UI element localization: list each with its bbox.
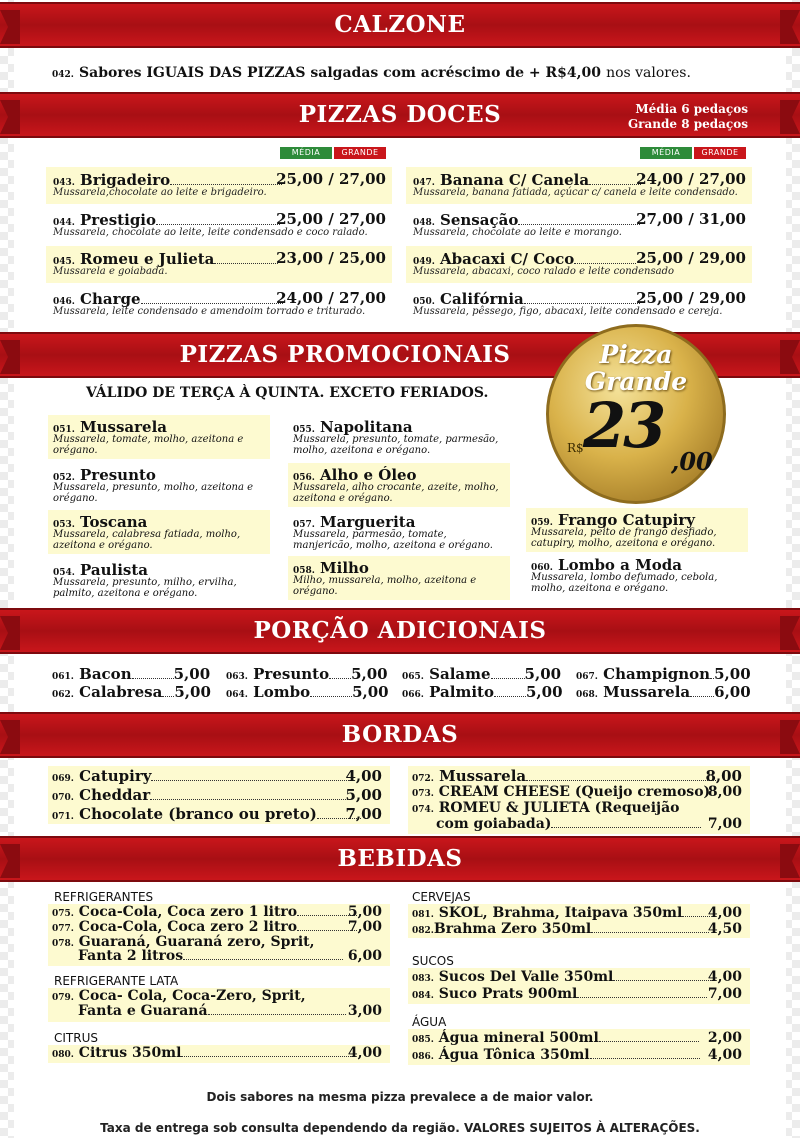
item-name: Coca-Cola, Coca zero 1 litro <box>78 904 298 920</box>
bebida-item <box>412 1047 746 1065</box>
item-name: Palmito <box>429 683 494 701</box>
item-code: 072. <box>412 774 434 784</box>
promo-item <box>48 463 270 507</box>
promo-title: PIZZAS PROMOCIONAIS <box>179 341 511 368</box>
doces-title: PIZZAS DOCES <box>298 101 502 128</box>
item-price: 5,00 <box>174 683 211 701</box>
item-desc: Mussarela, presunto, molho, azeitona e orégano. <box>53 482 254 504</box>
leader-dots <box>329 669 351 679</box>
item-name: Coca-Cola, Coca zero 2 litro <box>78 919 298 935</box>
leader-dots <box>151 771 351 781</box>
item-desc: Mussarela,chocolate ao leite e brigadeiro. <box>53 187 267 198</box>
item-price: 23,00 / 25,00 <box>276 249 386 267</box>
item-name: Fanta e Guaraná <box>78 1003 208 1019</box>
promo-item <box>48 558 270 602</box>
item-name: Bacon <box>79 665 132 683</box>
promo-item <box>288 463 510 507</box>
menu-item <box>406 286 752 323</box>
leader-dots <box>156 215 280 225</box>
item-code: 045. <box>53 257 75 267</box>
item-code: 043. <box>53 178 75 188</box>
item-code: 073. <box>412 789 434 799</box>
item-name: Alho e Óleo <box>320 466 417 484</box>
item-desc: Mussarela, abacaxi, coco ralado e leite condensado <box>413 266 674 277</box>
calzone-line <box>52 62 691 81</box>
medal-label-pizza: Pizza <box>599 340 673 369</box>
item-name: Mussarela <box>80 418 167 436</box>
item-price: 25,00 / 27,00 <box>276 210 386 228</box>
tag-media: MÉDIA <box>640 147 692 159</box>
item-name: Toscana <box>80 513 148 531</box>
menu-item <box>46 167 392 204</box>
bordas-title: BORDAS <box>341 721 459 748</box>
item-name: Calabresa <box>79 683 163 701</box>
leader-dots <box>183 950 343 960</box>
promo-item <box>526 553 748 597</box>
menu-item <box>406 167 752 204</box>
item-code: 071. <box>52 812 74 822</box>
promo-item <box>288 556 510 600</box>
item-name: Paulista <box>80 561 149 579</box>
item-desc: Mussarela, tomate, molho, azeitona e orégano. <box>53 434 244 456</box>
item-price: 4,00 <box>347 1045 382 1061</box>
category-label: CERVEJAS <box>412 890 471 904</box>
item-name: Chocolate (branco ou preto) <box>79 805 317 823</box>
item-code: 081. <box>412 910 434 920</box>
leader-dots <box>591 923 709 933</box>
bebida-item <box>412 986 746 1004</box>
bebidas-title: BEBIDAS <box>337 845 463 872</box>
item-price: 25,00 / 29,00 <box>636 249 746 267</box>
item-name: Milho <box>320 559 369 577</box>
item-price: 5,00 <box>351 665 388 683</box>
item-code: 065. <box>402 672 424 682</box>
item-code: 069. <box>52 774 74 784</box>
leader-dots <box>491 669 525 679</box>
bebidas-banner <box>0 836 800 882</box>
item-name: Lombo a Moda <box>558 556 682 574</box>
borda-item <box>52 786 386 804</box>
category-label: CITRUS <box>54 1031 98 1045</box>
calzone-text: Sabores IGUAIS DAS PIZZAS salgadas com acréscimo de + R$4,00 <box>79 65 601 81</box>
item-desc: Milho, mussarela, molho, azeitona e orégano. <box>293 575 477 597</box>
item-code: 070. <box>52 793 74 803</box>
item-name: Marguerita <box>320 513 416 531</box>
item-price: 4,00 <box>707 905 742 921</box>
item-price: 4,00 <box>707 1047 742 1063</box>
item-code: 054. <box>53 568 75 578</box>
price-medal <box>546 324 726 504</box>
item-name: Brigadeiro <box>80 171 171 189</box>
item-name: Água mineral 500ml <box>438 1030 599 1046</box>
item-name: Citrus 350ml <box>78 1045 182 1061</box>
item-code: 082. <box>412 926 434 936</box>
leader-dots <box>170 175 282 185</box>
item-price: 24,00 / 27,00 <box>276 289 386 307</box>
item-desc: Mussarela, alho crocante, azeite, molho, azeitona e orégano. <box>293 482 499 504</box>
calzone-title: CALZONE <box>334 11 466 38</box>
item-name: Sucos Del Valle 350ml <box>438 969 614 985</box>
leader-dots <box>589 175 641 185</box>
medal-cents: ,00 <box>671 447 713 476</box>
item-code: 055. <box>293 425 315 435</box>
medal-currency: R$ <box>567 441 584 455</box>
category-label: REFRIGERANTE LATA <box>54 974 179 988</box>
leader-dots <box>310 687 352 697</box>
item-name: CREAM CHEESE (Queijo cremoso) <box>438 784 711 800</box>
leader-dots <box>526 771 716 781</box>
item-price: 7,00 <box>707 986 742 1002</box>
doces-size-note <box>628 102 748 132</box>
leader-dots <box>682 907 710 917</box>
item-code: 066. <box>402 690 424 700</box>
leader-dots <box>690 687 714 697</box>
porcao-banner <box>0 608 800 654</box>
medal-label-grande: Grande <box>584 367 688 396</box>
size-note-media: Média 6 pedaços <box>635 102 748 116</box>
bebida-item <box>412 1030 746 1048</box>
item-name: Salame <box>429 665 491 683</box>
item-name: Presunto <box>253 665 330 683</box>
item-desc: Mussarela, presunto, tomate, parmesão, molho, azeitona e orégano. <box>293 434 499 456</box>
leader-dots <box>518 215 640 225</box>
bebida-item-cont <box>52 948 386 966</box>
item-code: 060. <box>531 563 553 573</box>
item-price: 7,00 <box>707 816 742 832</box>
item-price: 5,00 <box>524 665 562 683</box>
item-price: 5,00 <box>173 665 211 683</box>
item-code: 068. <box>576 690 598 700</box>
item-code: 053. <box>53 520 75 530</box>
addon-item <box>52 665 210 683</box>
bebida-item <box>412 921 746 939</box>
borda-item <box>52 805 386 823</box>
medal-label <box>549 341 723 395</box>
promo-validity: VÁLIDO DE TERÇA À QUINTA. EXCETO FERIADOS. <box>86 385 489 401</box>
item-name: Frango Catupiry <box>558 511 695 529</box>
item-price: 5,00 <box>352 683 389 701</box>
item-price: 27,00 / 31,00 <box>636 210 746 228</box>
promo-item <box>48 415 270 459</box>
leader-dots <box>551 818 701 828</box>
tag-grande: GRANDE <box>694 147 746 159</box>
item-code: 067. <box>576 672 598 682</box>
item-name: Lombo <box>253 683 311 701</box>
item-code: 051. <box>53 425 75 435</box>
item-price: 4,00 <box>707 969 742 985</box>
item-name: Guaraná, Guaraná zero, Sprit, <box>78 934 315 950</box>
item-name: Charge <box>80 290 141 308</box>
addon-item <box>402 665 561 683</box>
item-code: 079. <box>52 993 74 1003</box>
item-code: 062. <box>52 690 74 700</box>
item-desc: Mussarela, banana fatiada, açúcar c/ canela e leite condensado. <box>413 187 738 198</box>
item-name: Mussarela <box>439 767 527 785</box>
item-price: 25,00 / 29,00 <box>636 289 746 307</box>
item-code: 056. <box>293 473 315 483</box>
item-name: Champignon <box>603 665 711 683</box>
item-name: Romeu e Julieta <box>80 250 215 268</box>
addon-item <box>52 683 211 701</box>
item-code: 083. <box>412 974 434 984</box>
item-price: 8,00 <box>705 767 742 785</box>
item-name: Água Tônica 350ml <box>438 1047 590 1063</box>
item-price: 5,00 <box>347 904 382 920</box>
item-code: 049. <box>413 257 435 267</box>
item-price: 7,00 <box>345 805 382 823</box>
item-name: Banana C/ Canela <box>440 171 590 189</box>
menu-item <box>406 207 752 244</box>
item-code: 084. <box>412 991 434 1001</box>
menu-item <box>46 207 392 244</box>
addon-item <box>576 683 751 701</box>
bordas-banner <box>0 712 800 758</box>
item-name: Cheddar <box>79 786 151 804</box>
bebida-item <box>412 969 746 987</box>
item-code: 086. <box>412 1052 434 1062</box>
leader-dots <box>181 1047 353 1057</box>
item-code: 057. <box>293 520 315 530</box>
bebida-item <box>52 1045 386 1063</box>
leader-dots <box>577 988 707 998</box>
item-code: 063. <box>226 672 248 682</box>
menu-item <box>406 246 752 283</box>
item-name: Prestigio <box>80 211 157 229</box>
item-desc: Mussarela e goiabada. <box>53 266 168 277</box>
doces-banner <box>0 92 800 138</box>
item-desc: Mussarela, parmesão, tomate, manjericão, molho, azeitona e orégano. <box>293 529 493 551</box>
item-price: 4,50 <box>707 921 742 937</box>
category-label: REFRIGERANTES <box>54 890 154 904</box>
item-code: 042. <box>52 70 74 80</box>
item-code: 085. <box>412 1035 434 1045</box>
medal-price: 23 <box>583 389 664 462</box>
leader-dots <box>524 294 640 304</box>
item-code: 052. <box>53 473 75 483</box>
item-code: 075. <box>52 909 74 919</box>
item-code: 078. <box>52 939 74 949</box>
leader-dots <box>132 669 174 679</box>
item-name: Suco Prats 900ml <box>438 986 578 1002</box>
item-desc: Mussarela, chocolate ao leite, leite condensado e coco ralado. <box>53 227 368 238</box>
item-name: Presunto <box>80 466 156 484</box>
item-desc: Mussarela, presunto, milho, ervilha, palmito, azeitona e orégano. <box>53 577 237 599</box>
promo-item <box>526 508 748 552</box>
item-code: 046. <box>53 297 75 307</box>
calzone-banner <box>0 2 800 48</box>
item-code: 074. <box>412 805 434 815</box>
porcao-title: PORÇÃO ADICIONAIS <box>253 617 547 644</box>
item-name: Califórnia <box>440 290 524 308</box>
bebida-item-cont <box>52 1003 386 1021</box>
item-code: 044. <box>53 218 75 228</box>
size-note-grande: Grande 8 pedaços <box>627 117 748 131</box>
item-name: Fanta 2 litros <box>78 948 184 964</box>
item-price: 5,00 <box>525 683 563 701</box>
borda-item <box>52 767 386 785</box>
item-name: Catupiry <box>79 767 152 785</box>
item-price: 2,00 <box>707 1030 742 1046</box>
item-name: Abacaxi C/ Coco <box>440 250 575 268</box>
tag-media: MÉDIA <box>280 147 332 159</box>
leader-dots <box>590 1049 700 1059</box>
item-price: 6,00 <box>347 948 382 964</box>
item-desc: Mussarela, pêssego, figo, abacaxi, leite condensado e cereja. <box>413 306 723 317</box>
item-code: 050. <box>413 297 435 307</box>
leader-dots <box>574 254 636 264</box>
item-desc: Mussarela, leite condensado e amendoim torrado e triturado. <box>53 306 366 317</box>
item-name: com goiabada) <box>436 816 552 832</box>
item-desc: Mussarela, chocolate ao leite e morango. <box>413 227 622 238</box>
menu-item <box>46 246 392 283</box>
leader-dots <box>141 294 283 304</box>
leader-dots <box>162 687 174 697</box>
leader-dots <box>150 790 350 800</box>
promo-item <box>288 510 510 554</box>
leader-dots <box>208 1005 346 1015</box>
leader-dots <box>599 1032 699 1042</box>
item-price: 4,00 <box>345 767 382 785</box>
item-name: Napolitana <box>320 418 413 436</box>
leader-dots <box>613 971 713 981</box>
item-name: Sensação <box>440 211 519 229</box>
item-code: 080. <box>52 1050 74 1060</box>
item-code: 047. <box>413 178 435 188</box>
menu-item <box>46 286 392 323</box>
item-price: 5,00 <box>714 665 751 683</box>
category-label: ÁGUA <box>412 1015 447 1029</box>
category-label: SUCOS <box>412 954 454 968</box>
item-code: 061. <box>52 672 74 682</box>
leader-dots <box>214 254 278 264</box>
item-desc: Mussarela, lombo defumado, cebola, molho, azeitona e orégano. <box>531 572 718 594</box>
promo-item <box>48 510 270 554</box>
item-code: 058. <box>293 566 315 576</box>
promo-item <box>288 415 510 459</box>
item-price: 6,00 <box>714 683 751 701</box>
footer-note: Dois sabores na mesma pizza prevalece a de maior valor. <box>206 1090 594 1104</box>
item-code: 064. <box>226 690 248 700</box>
addon-item <box>576 665 751 683</box>
item-desc: Mussarela, peito de frango desfiado, catupiry, molho, azeitona e orégano. <box>531 527 717 549</box>
item-price: 25,00 / 27,00 <box>276 170 386 188</box>
addon-item <box>226 665 388 683</box>
item-code: 059. <box>531 518 553 528</box>
item-code: 077. <box>52 924 74 934</box>
addon-item <box>402 683 563 701</box>
item-price: 3,00 <box>347 1003 382 1019</box>
calzone-suffix: nos valores. <box>606 65 691 81</box>
borda-item-cont <box>412 816 746 834</box>
tag-grande: GRANDE <box>334 147 386 159</box>
leader-dots <box>494 687 526 697</box>
item-desc: Mussarela, calabresa fatiada, molho, azeitona e orégano. <box>53 529 241 551</box>
item-name: Brahma Zero 350ml <box>433 921 592 937</box>
item-code: 048. <box>413 218 435 228</box>
item-name: ROMEU & JULIETA (Requeijão <box>438 800 680 816</box>
item-name: Mussarela <box>603 683 691 701</box>
item-price: 8,00 <box>707 784 742 800</box>
footer-disclaimer: Taxa de entrega sob consulta dependendo da região. VALORES SUJEITOS À ALTERAÇÕES. <box>100 1121 700 1135</box>
addon-item <box>226 683 389 701</box>
item-name: SKOL, Brahma, Itaipava 350ml <box>438 905 683 921</box>
item-name: Coca- Cola, Coca-Zero, Sprit, <box>78 988 306 1004</box>
item-price: 7,00 <box>347 919 382 935</box>
borda-item <box>412 767 746 785</box>
item-price: 5,00 <box>345 786 382 804</box>
item-price: 24,00 / 27,00 <box>636 170 746 188</box>
